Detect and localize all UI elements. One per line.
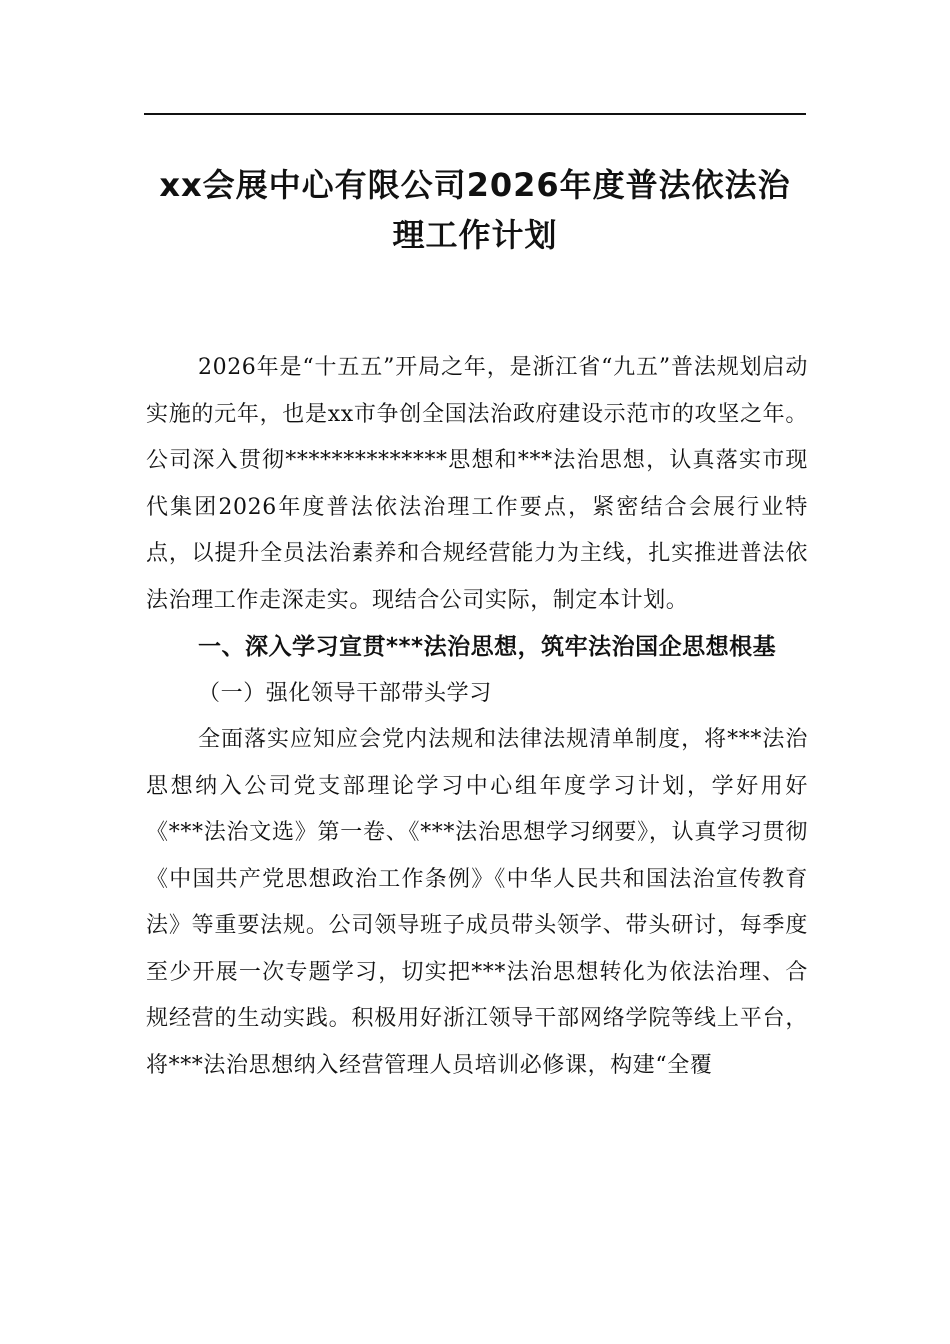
section-heading-1: 一、深入学习宣贯***法治思想，筑牢法治国企思想根基	[198, 634, 777, 660]
document-title	[130, 160, 820, 260]
intro-paragraph: 2026年是“十五五”开局之年，是浙江省“九五”普法规划启动实施的元年，也是xx市争创全国法治政府建设示范市的攻坚之年。公司深入贯彻**************思想和***法治思想，认真落实市现代集团2026年度普法依法治理工作要点，紧密结合会展行业特点，以提升全员法治素养和合规经营能力为主线，扎实推进普法依法治理工作走深走实。现结合公司实际，制定本计划。	[146, 355, 808, 613]
subsection-paragraph-1: 全面落实应知应会党内法规和法律法规清单制度，将***法治思想纳入公司党支部理论学习中心组年度学习计划，学好用好《***法治文选》第一卷、《***法治思想学习纲要》，认真学习贯彻《中国共产党思想政治工作条例》《中华人民共和国法治宣传教育法》等重要法规。公司领导班子成员带头领学、带头研讨，每季度至少开展一次专题学习，切实把***法治思想转化为依法治理、合规经营的生动实践。积极用好浙江领导干部网络学院等线上平台，将***法治思想纳入经营管理人员培训必修课，构建“全覆	[146, 727, 808, 1078]
title-line-1: xx会展中心有限公司2026年度普法依法治	[159, 166, 791, 204]
document-body	[146, 345, 808, 1089]
header-rule	[144, 113, 806, 115]
title-line-2: 理工作计划	[392, 216, 558, 254]
subsection-heading-1: （一）强化领导干部带头学习	[198, 680, 492, 706]
